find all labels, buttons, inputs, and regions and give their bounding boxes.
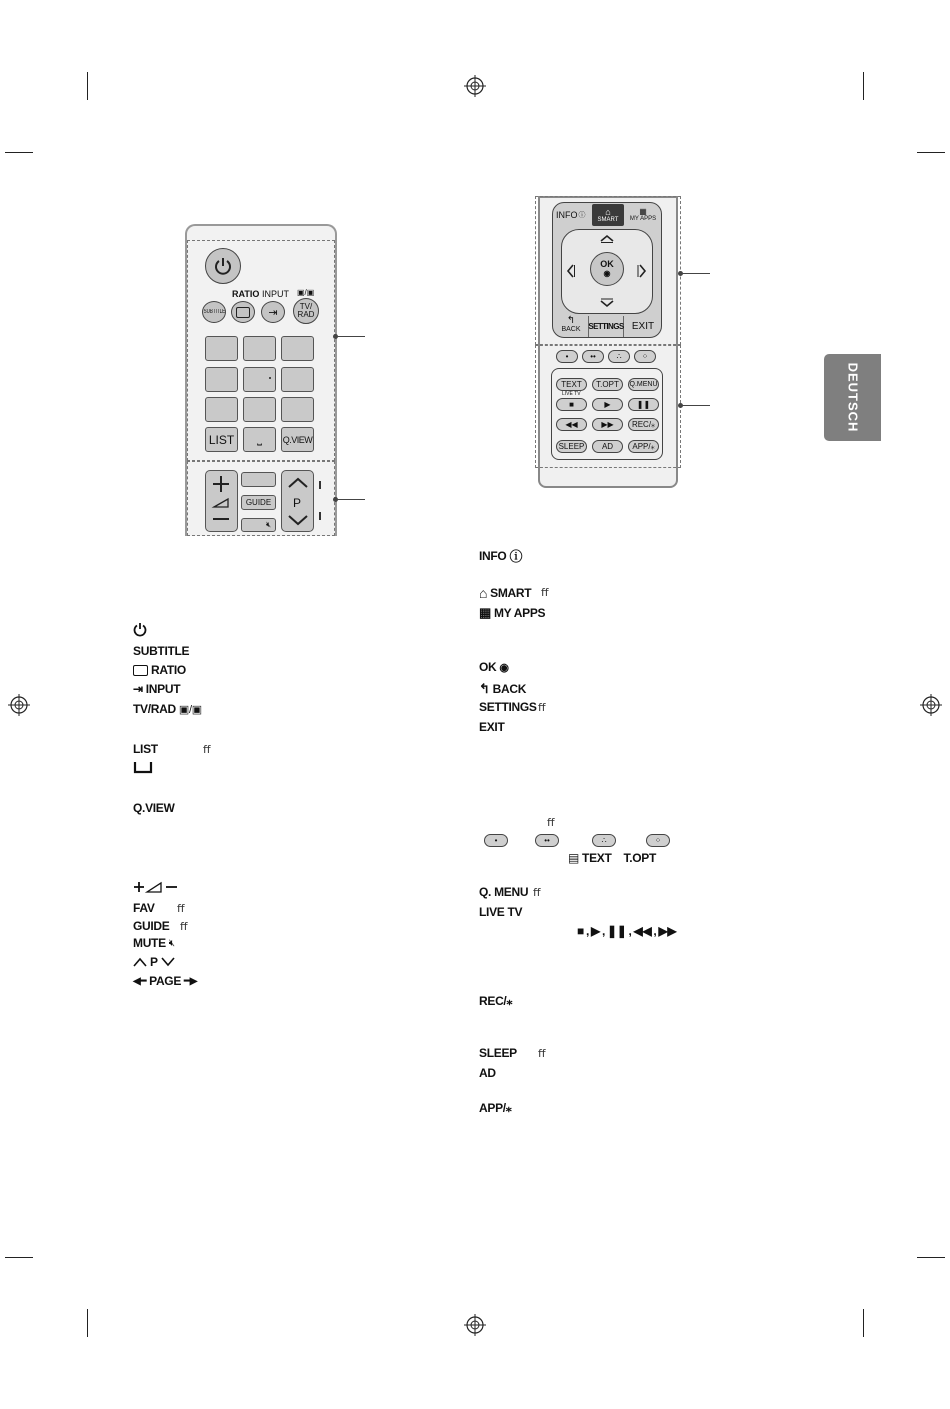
input-button[interactable] [261, 301, 285, 323]
chevron-down-icon [161, 957, 175, 967]
exit-entry: EXIT [479, 720, 505, 734]
stop-icon: ■ [577, 924, 584, 938]
home-icon: ⌂ [605, 206, 611, 217]
ratio-label: RATIO [232, 289, 260, 299]
power-icon [213, 256, 233, 276]
dpad[interactable] [561, 229, 653, 314]
page-entry: ◀━ PAGE ━▶ [133, 974, 198, 988]
apps-grid-icon: ▦ [639, 207, 647, 216]
tvrad-entry: TV/RAD ▣/▣ [133, 702, 202, 716]
back-button[interactable]: ↰ BACK [561, 315, 581, 333]
rec-entry: REC/⁎ [479, 994, 513, 1008]
play-icon: ▶ [591, 924, 600, 938]
list-ff: ﬀ [203, 743, 211, 756]
mute-icon: 🔇︎ [265, 520, 271, 529]
guide-button[interactable]: GUIDE [241, 495, 276, 510]
pause-icon: ❚❚ [606, 924, 627, 938]
text-button[interactable]: TEXT [556, 378, 587, 391]
sleep-button[interactable]: SLEEP [556, 440, 587, 453]
callout-line [681, 405, 710, 406]
guide-ff: ﬀ [180, 920, 188, 933]
text-icon: ▤ [568, 851, 580, 865]
guide-entry: GUIDE [133, 919, 170, 933]
mute-button[interactable] [241, 518, 276, 532]
play-button[interactable]: ▶ [592, 398, 623, 411]
crop-mark [917, 152, 945, 153]
space-entry [133, 760, 153, 774]
arrow-down-icon[interactable] [599, 298, 615, 308]
red-button[interactable]: • [556, 350, 578, 363]
tvrad-icon: ▣/▣ [297, 288, 315, 297]
space-button[interactable]: ⎵ [243, 427, 276, 452]
red-button-icon: • [484, 834, 508, 847]
app-entry: APP/⁎ [479, 1101, 512, 1115]
ratio-button[interactable] [231, 301, 255, 323]
chevron-up-icon [133, 957, 147, 967]
settings-button[interactable]: SETTINGS [588, 316, 624, 337]
input-icon: ⇥ [133, 682, 143, 696]
ok-button[interactable]: OK ◉ [590, 252, 624, 286]
number-key[interactable] [281, 397, 314, 422]
number-key[interactable] [243, 367, 276, 392]
fastforward-icon: ▶▶ [658, 924, 677, 938]
program-entry: P [133, 955, 175, 969]
ad-button[interactable]: AD [592, 440, 623, 453]
rewind-button[interactable]: ◀◀ [556, 418, 587, 431]
fav-entry: FAV [133, 901, 155, 915]
volume-icon [206, 471, 236, 529]
color-ff: ﬀ [547, 816, 555, 829]
rewind-icon: ◀◀ [633, 924, 652, 938]
language-tab: DEUTSCH [824, 354, 881, 441]
blue-button-icon: ⁘ [646, 834, 670, 847]
ratio-icon [236, 307, 250, 318]
myapps-entry: ▦ MY APPS [479, 605, 546, 620]
back-arrow-icon: ↰ [566, 315, 576, 326]
ad-entry: AD [479, 1066, 496, 1080]
myapps-button[interactable]: ▦ MY APPS [629, 207, 657, 222]
arrow-right-icon[interactable] [637, 263, 647, 279]
page-marker [319, 512, 321, 520]
crop-mark [5, 152, 33, 153]
ok-dot-icon: ◉ [499, 661, 509, 674]
info-entry: INFO ⓘ [479, 546, 522, 565]
info-icon: ⓘ [509, 549, 523, 564]
crop-mark [5, 1257, 33, 1258]
number-key[interactable] [205, 336, 238, 361]
info-button[interactable]: INFO ⓘ [556, 210, 586, 220]
arrow-left-icon[interactable] [566, 263, 576, 279]
app-button[interactable]: APP/⁎ [628, 440, 659, 453]
fav-ff: ﬀ [177, 902, 185, 915]
input-label: INPUT [262, 289, 289, 299]
ok-entry: OK ◉ [479, 660, 509, 674]
smart-entry: ⌂ SMART [479, 585, 532, 601]
settings-entry: SETTINGS [479, 700, 537, 714]
text-topt-entry: ▤ TEXT T.OPT [568, 851, 657, 865]
crop-mark [863, 72, 864, 100]
smart-button[interactable]: ⌂ SMART [592, 204, 624, 226]
program-rocker[interactable]: P [281, 470, 314, 532]
sleep-entry: SLEEP [479, 1046, 517, 1060]
input-entry: ⇥ INPUT [133, 682, 181, 696]
mute-entry: MUTE 🔇︎ [133, 936, 175, 950]
tv-radio-icon: ▣/▣ [178, 703, 202, 716]
exit-button[interactable]: EXIT [631, 321, 655, 332]
qmenu-entry: Q. MENU [479, 885, 529, 899]
sleep-ff: ﬀ [538, 1047, 546, 1060]
number-key[interactable] [281, 336, 314, 361]
qview-button[interactable]: Q.VIEW [281, 427, 314, 452]
info-icon: ⓘ [578, 212, 586, 219]
qview-entry: Q.VIEW [133, 801, 175, 815]
mute-icon: 🔇︎ [168, 937, 175, 949]
page-right-icon: ━▶ [184, 975, 198, 987]
number-key[interactable] [205, 397, 238, 422]
registration-mark-icon [464, 75, 486, 97]
crop-mark [87, 1309, 88, 1337]
pause-button[interactable]: ❚❚ [628, 398, 659, 411]
ratio-icon [133, 665, 148, 676]
volume-rocker[interactable] [205, 470, 238, 532]
number-key[interactable] [281, 367, 314, 392]
number-key[interactable] [243, 397, 276, 422]
fastforward-button[interactable]: ▶▶ [592, 418, 623, 431]
smart-ff: ﬀ [541, 586, 549, 599]
qmenu-ff: ﬀ [533, 886, 541, 899]
page-marker [319, 481, 321, 489]
tvrad-button[interactable]: TV/ RAD [293, 298, 319, 324]
livetv-label: LIVE TV [562, 391, 581, 397]
playback-entry: ■ , ▶ , ❚❚ , ◀◀ , ▶▶ [577, 924, 677, 938]
callout-line [336, 499, 365, 500]
arrow-up-icon[interactable] [599, 234, 615, 243]
apps-grid-icon: ▦ [479, 605, 491, 620]
settings-ff: ﬀ [538, 701, 546, 714]
registration-mark-icon [8, 694, 30, 716]
power-entry [133, 622, 147, 637]
registration-mark-icon [464, 1314, 486, 1336]
chevron-up-icon [287, 477, 309, 489]
space-icon [133, 760, 153, 774]
blue-button[interactable]: ⁘ [634, 350, 656, 363]
crop-mark [87, 72, 88, 100]
number-key[interactable] [243, 336, 276, 361]
rec-button[interactable]: REC/⁎ [628, 418, 659, 431]
subtitle-entry: SUBTITLE [133, 644, 190, 658]
topt-button[interactable]: T.OPT [592, 378, 623, 391]
green-button-icon: •• [535, 834, 559, 847]
crop-mark [917, 1257, 945, 1258]
stop-button[interactable]: ■ [556, 398, 587, 411]
callout-line [336, 336, 365, 337]
home-icon: ⌂ [479, 585, 488, 601]
power-button[interactable] [205, 248, 241, 284]
yellow-button[interactable]: ∴ [608, 350, 630, 363]
crop-mark [863, 1309, 864, 1337]
qmenu-button[interactable]: Q.MENU [628, 378, 659, 391]
input-icon: ⇥ [268, 306, 278, 319]
yellow-button-icon: ∴ [592, 834, 616, 847]
page-left-icon: ◀━ [133, 975, 147, 987]
back-entry: ↰ BACK [479, 681, 527, 696]
list-entry: LIST [133, 742, 158, 756]
chevron-down-icon [287, 514, 309, 526]
ok-dot-icon: ◉ [603, 269, 611, 278]
number-key[interactable] [205, 367, 238, 392]
subtitle-button[interactable]: SUBTITLE [202, 301, 226, 323]
callout-line [681, 273, 710, 274]
fav-button[interactable] [241, 472, 276, 487]
volume-icon [133, 880, 179, 894]
volume-entry [133, 880, 179, 894]
livetv-entry: LIVE TV [479, 905, 523, 919]
back-arrow-icon: ↰ [479, 681, 490, 696]
registration-mark-icon [920, 694, 942, 716]
ratio-entry: RATIO [133, 663, 186, 677]
green-button[interactable]: •• [582, 350, 604, 363]
list-button[interactable]: LIST [205, 427, 238, 452]
power-icon [133, 622, 147, 637]
